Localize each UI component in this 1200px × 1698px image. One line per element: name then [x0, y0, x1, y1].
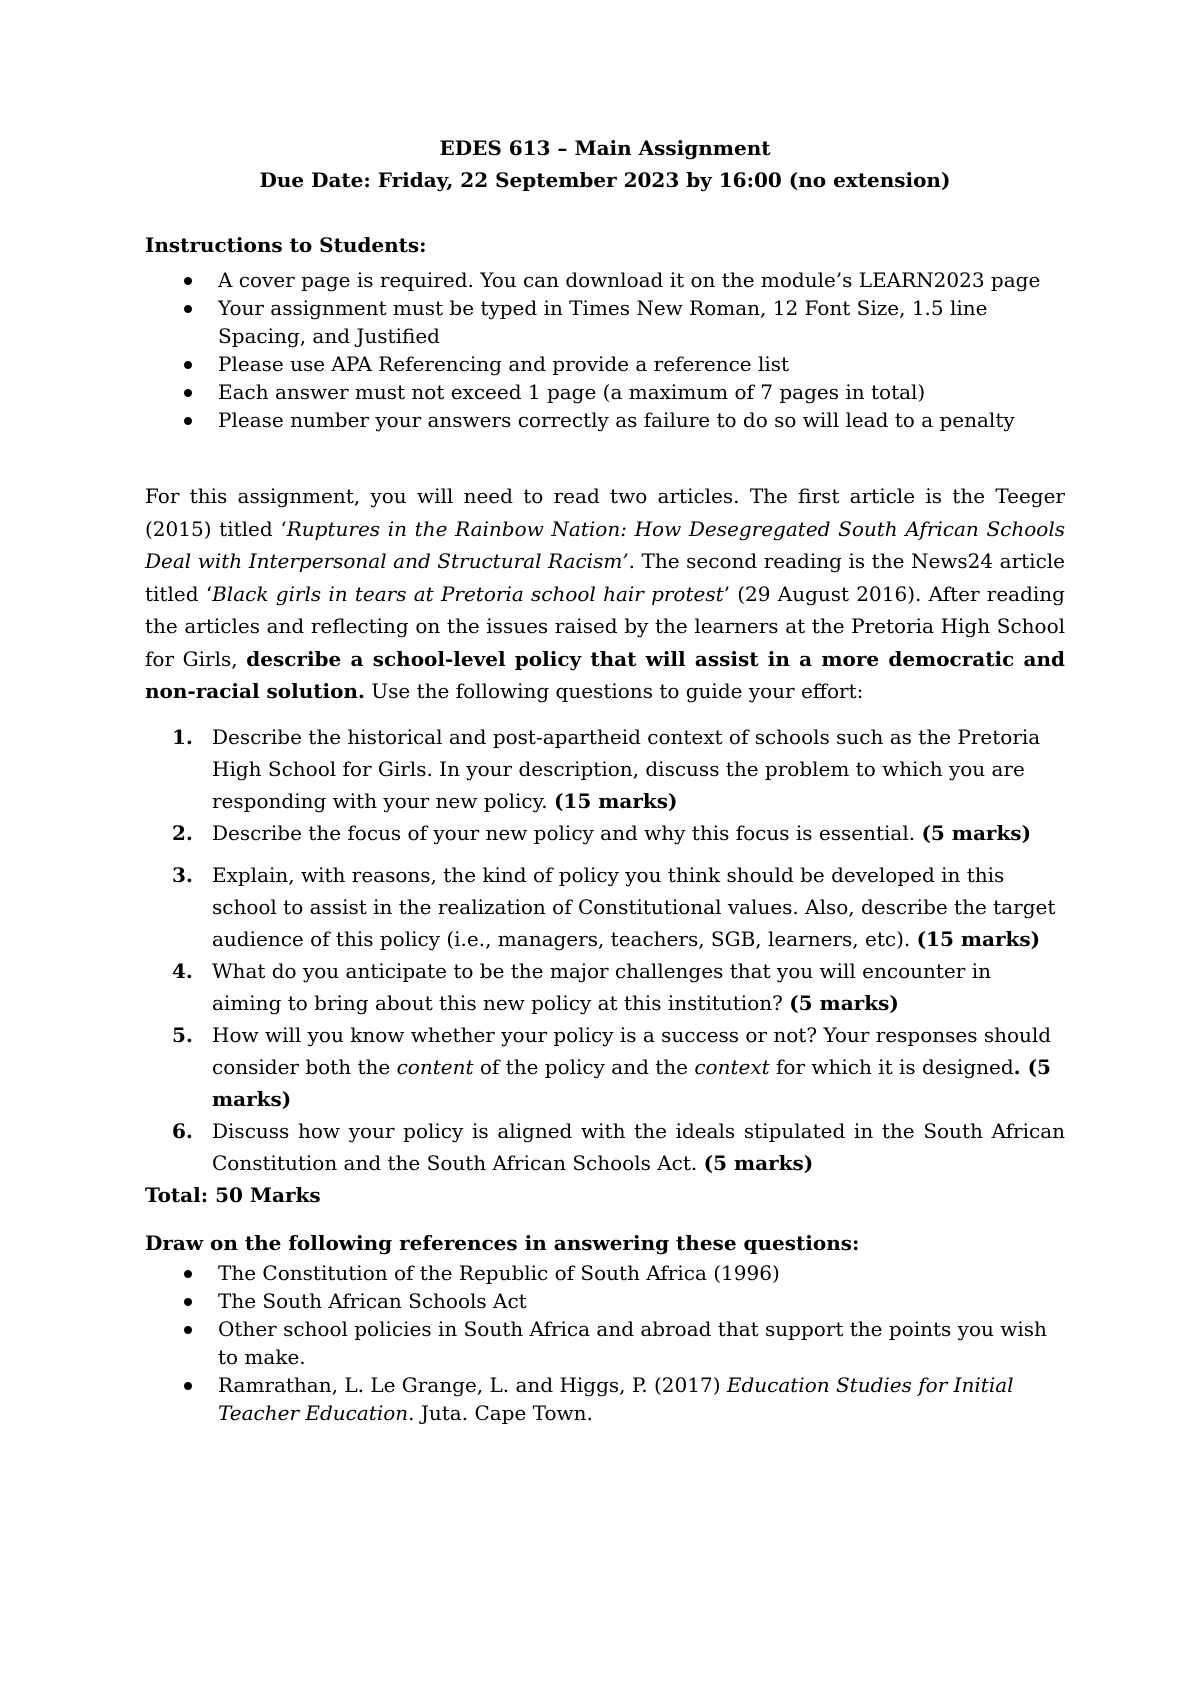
list-item — [218, 1371, 1065, 1427]
question-text: of the policy and the — [473, 1054, 695, 1079]
list-item: Please number your answers correctly as failure to do so will lead to a penalty — [218, 406, 1065, 434]
intro-text: For this assignment, you will need to read two articles. The first article is the Teeger (2015) titled ‘ — [145, 484, 1065, 541]
question-item — [172, 1115, 1065, 1179]
question-text: for which it is designed — [769, 1054, 1014, 1079]
references-list — [145, 1259, 1065, 1427]
question-marks: (15 marks) — [916, 926, 1041, 951]
article-1-title: Ruptures in the Rainbow Nation: How Desegregated South African Schools Deal with Interpersonal and Structural Racism’ — [145, 516, 1065, 573]
list-item: The Constitution of the Republic of South Africa (1996) — [218, 1259, 1065, 1287]
book-authors: Ramrathan, L. Le Grange, L. and Higgs, P. (2017) — [218, 1372, 727, 1397]
list-item: The South African Schools Act — [218, 1287, 1065, 1315]
document-page — [145, 132, 1065, 1427]
intro-text: ’ (29 August 2016). After reading the articles and reflecting on the issues raised by the learners at the Pretoria High School for Girls, — [145, 581, 1065, 671]
question-text: Describe the focus of your new policy and why this focus is essential. — [212, 820, 922, 845]
question-text: Discuss how your policy is aligned with the ideals stipulated in the South African Constitution and the South African Schools Act. — [212, 1118, 1065, 1175]
question-item — [172, 721, 1065, 817]
question-number: 5. — [172, 1022, 193, 1047]
question-text: What do you anticipate to be the major challenges that you will encounter in aiming to bring about this new policy at this institution? — [212, 958, 991, 1015]
emphasis-content: content — [396, 1054, 474, 1079]
question-marks: (5 marks) — [703, 1150, 814, 1175]
list-item: Other school policies in South Africa and abroad that support the points you wish to make. — [218, 1315, 1065, 1371]
question-marks: (15 marks) — [553, 788, 678, 813]
question-number: 6. — [172, 1118, 193, 1143]
list-item: Your assignment must be typed in Times New Roman, 12 Font Size, 1.5 line Spacing, and Justified — [218, 294, 1065, 350]
due-date: Due Date: Friday, 22 September 2023 by 16:00 (no extension) — [259, 168, 951, 192]
document-title: EDES 613 – Main Assignment — [439, 136, 771, 160]
question-number: 3. — [172, 862, 193, 887]
question-marks: (5 marks) — [921, 820, 1032, 845]
list-item: Please use APA Referencing and provide a reference list — [218, 350, 1065, 378]
intro-paragraph — [145, 480, 1065, 708]
question-text: How will you know whether your policy is a success or not? Your responses should consider both the — [212, 1022, 1052, 1079]
questions-list — [145, 721, 1065, 1179]
question-number: 4. — [172, 958, 193, 983]
task-statement: describe a school-level policy that will assist in a more democratic and non-racial solution. — [145, 646, 1065, 703]
list-item: Each answer must not exceed 1 page (a maximum of 7 pages in total) — [218, 378, 1065, 406]
book-publisher: Juta. Cape Town. — [414, 1400, 593, 1425]
question-text: Explain, with reasons, the kind of policy you think should be developed in this school to assist in the realization of Constitutional values. Also, describe the target audience of this policy (i.e., managers, teachers, SGB, learners, etc). — [212, 862, 1056, 951]
question-item — [172, 1019, 1065, 1115]
intro-text: Use the following questions to guide your effort: — [364, 679, 864, 703]
intro-text: . The second reading is the News24 article titled ‘ — [145, 549, 1066, 606]
total-marks: Total: 50 Marks — [145, 1182, 321, 1207]
question-item — [172, 817, 1065, 849]
article-2-title: Black girls in tears at Pretoria school hair protest — [212, 581, 724, 606]
question-text: Describe the historical and post-apartheid context of schools such as the Pretoria High School for Girls. In your description, discuss the problem to which you are responding with your new policy. — [212, 724, 1041, 813]
question-item — [172, 955, 1065, 1019]
question-marks: . (5 marks) — [212, 1054, 1051, 1111]
book-title: Education Studies for Initial Teacher Education. — [218, 1372, 1014, 1425]
instructions-heading: Instructions to Students: — [145, 233, 427, 257]
emphasis-context: context — [694, 1054, 770, 1079]
question-number: 1. — [172, 724, 193, 749]
question-item — [172, 859, 1065, 955]
list-item: A cover page is required. You can download it on the module’s LEARN2023 page — [218, 266, 1065, 294]
references-heading: Draw on the following references in answering these questions: — [145, 1230, 860, 1255]
question-number: 2. — [172, 820, 193, 845]
instructions-list — [145, 266, 1065, 434]
question-marks: (5 marks) — [789, 990, 899, 1015]
